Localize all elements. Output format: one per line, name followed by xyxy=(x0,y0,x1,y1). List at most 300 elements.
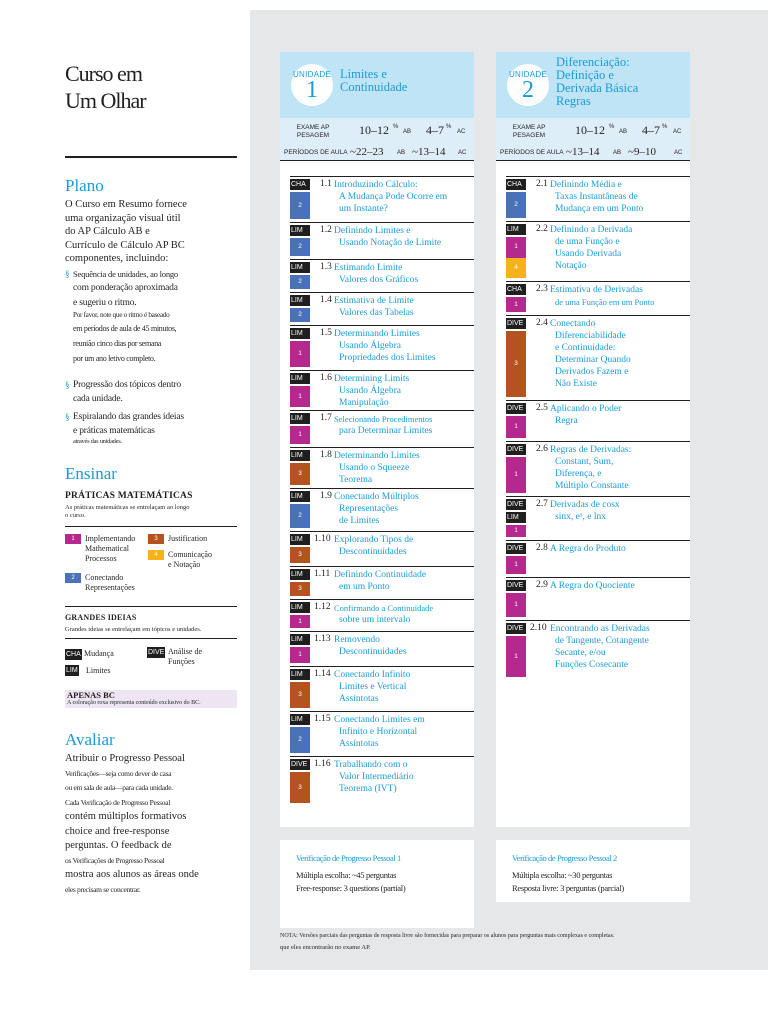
big-idea-tag: LIM xyxy=(506,224,526,235)
topic-row[interactable] xyxy=(496,400,690,441)
big-ideas-heading: GRANDES IDEIAS xyxy=(65,613,137,622)
topic-row[interactable] xyxy=(496,577,690,620)
practice-tag: 1 xyxy=(290,615,310,628)
topic-number: 2.5 xyxy=(536,403,548,413)
topic-title-line: Estimativa de Limite xyxy=(334,296,414,306)
legend-line: Justification xyxy=(168,534,208,543)
assess-line: Atribuir o Progresso Pessoal xyxy=(65,753,185,764)
practice-tag: 1 xyxy=(506,525,526,537)
topic-title-line: Não Existe xyxy=(555,379,597,389)
topic-number: 2.8 xyxy=(536,543,548,553)
topic-title-line: Encontrando as Derivadas xyxy=(550,624,650,634)
ab-label: AB xyxy=(619,129,628,135)
unit-title-line: Continuidade xyxy=(340,80,408,94)
practice-tag: 1 xyxy=(506,457,526,493)
legend-line: Comunicação xyxy=(168,550,212,559)
assess-line: os Verificações de Progresso Pessoal xyxy=(65,855,165,865)
topic-title-line: Estimativa de Derivadas xyxy=(550,285,643,295)
unit-badge xyxy=(507,64,549,106)
topic-number: 1.13 xyxy=(314,634,331,644)
topic-number: 1.10 xyxy=(314,534,331,544)
course-title xyxy=(65,60,146,114)
periods-ab-value: ~22–23 xyxy=(350,146,384,158)
divider xyxy=(65,638,237,639)
unit-title-line: Definição e xyxy=(556,68,614,82)
big-idea-tag: CHA xyxy=(506,284,526,295)
topic-number: 1.9 xyxy=(320,491,332,501)
topic-title-line: Constant, Sum, xyxy=(555,457,614,467)
topic-divider xyxy=(506,540,690,541)
practice-tag: 1 xyxy=(506,416,526,438)
topic-title-line: Usando Derivada xyxy=(555,249,622,259)
bc-only-heading: APENAS BC xyxy=(67,690,115,700)
topic-title-line: A Regra do Quociente xyxy=(550,581,635,591)
unit-label: UNIDADE xyxy=(508,70,548,79)
topic-title-line: para Determinar Limites xyxy=(339,426,433,436)
topic-title-line: Valores dos Gráficos xyxy=(339,275,419,285)
legend-label xyxy=(168,550,238,570)
assess-line: ou em sala de aula—para cada unidade. xyxy=(65,783,173,792)
bc-label: AC xyxy=(458,150,467,156)
topic-title xyxy=(334,602,474,626)
practice-tag: 2 xyxy=(290,308,310,322)
title-divider xyxy=(65,156,237,158)
topic-title-line: A Mudança Pode Ocorre em xyxy=(339,192,448,202)
legend-big-idea-lim xyxy=(65,665,145,677)
topic-title xyxy=(334,373,474,409)
topic-divider xyxy=(290,631,474,632)
topic-title-line: Trabalhando com o xyxy=(334,760,408,770)
topic-title-line: Taxas Instantâneas de xyxy=(555,192,638,202)
topic-title-line: Valor Intermediário xyxy=(339,772,414,782)
topic-number: 1.16 xyxy=(314,759,331,769)
topic-title-line: Teorema (IVT) xyxy=(339,784,397,794)
progress-check-title: Verificação de Progresso Pessoal 1 xyxy=(296,853,401,863)
topic-divider xyxy=(290,447,474,448)
big-ideas-desc: Grandes ideias se entrelaçam em tópicos e unidades. xyxy=(65,626,202,633)
big-idea-tag: DIVE xyxy=(506,499,526,510)
legend-line: Representações xyxy=(85,583,135,592)
legend-mp-4 xyxy=(148,550,238,574)
topic-row[interactable] xyxy=(280,631,474,666)
footnote-continued: que eles encontrarão no exame AP. xyxy=(280,944,371,951)
big-idea-tag: LIM xyxy=(290,569,310,580)
topic-row[interactable] xyxy=(280,756,474,806)
unit-title-line: Regras xyxy=(556,94,591,108)
topic-number: 1.5 xyxy=(320,328,332,338)
topic-title-line: Definindo Continuidade xyxy=(334,570,427,580)
ab-label: AB xyxy=(613,150,622,156)
topic-title-line: Representações xyxy=(339,504,399,514)
topic-title-line: Mudança em um Ponto xyxy=(555,204,644,214)
topic-title xyxy=(334,225,474,249)
topic-title-line: Conectando Infinito xyxy=(334,670,411,680)
legend-line: Implementando xyxy=(85,534,136,543)
topic-title-line: Valores das Tabelas xyxy=(339,308,414,318)
topic-title-line: Aplicando o Poder xyxy=(550,404,622,414)
unit-badge xyxy=(291,64,333,106)
big-idea-tag: LIM xyxy=(506,512,526,523)
topic-row[interactable] xyxy=(280,447,474,488)
unit-header xyxy=(280,52,474,118)
topic-title-line: Confirmando a Continuidade xyxy=(334,603,434,613)
exam-weighting xyxy=(280,118,474,145)
math-practices-desc xyxy=(65,504,230,520)
topic-divider xyxy=(290,370,474,371)
topic-row[interactable] xyxy=(280,292,474,325)
plan-bullet-sequence xyxy=(65,268,238,366)
topic-title-line: Selecionando Procedimentos xyxy=(334,414,433,424)
label-line: EXAME AP xyxy=(296,124,330,131)
label-line: EXAME AP xyxy=(512,124,546,131)
topic-title-line: Explorando Tipos de xyxy=(334,535,414,545)
bullet-line: Espiralando das grandes ideias xyxy=(73,412,184,422)
big-idea-tag: LIM xyxy=(290,295,310,306)
topic-row[interactable] xyxy=(280,488,474,531)
practice-tag: 1 xyxy=(290,426,310,444)
unit-title-line: Derivada Básica xyxy=(556,81,639,95)
mp-swatch: 4 xyxy=(148,550,164,560)
plan-intro-line: componentes, incluindo: xyxy=(65,253,169,264)
bc-label: AC xyxy=(674,150,683,156)
big-idea-tag: DIVE xyxy=(506,403,526,414)
topic-row[interactable] xyxy=(280,711,474,756)
divider xyxy=(65,606,237,607)
topic-row[interactable] xyxy=(280,531,474,566)
topic-divider xyxy=(290,325,474,326)
topic-title-line: um Instante? xyxy=(339,204,388,214)
big-idea-tag: LIM xyxy=(290,669,310,680)
topic-title xyxy=(334,714,474,750)
topic-divider xyxy=(506,441,690,442)
bullet-sub-line: em períodos de aula de 45 minutos, xyxy=(73,323,177,333)
big-idea-chip: DIVE xyxy=(148,649,165,656)
percent-sign: % xyxy=(446,124,452,130)
legend-label xyxy=(168,647,202,667)
topic-title xyxy=(550,318,690,390)
practice-tag: 1 xyxy=(506,237,526,258)
topic-title-line: Usando Álgebra xyxy=(339,386,401,396)
topic-title-line: Derivados Fazem e xyxy=(555,367,629,377)
big-idea-tag: LIM xyxy=(290,328,310,339)
topic-row[interactable] xyxy=(280,325,474,370)
percent-sign: % xyxy=(609,124,615,130)
topic-title xyxy=(334,569,474,593)
topic-row[interactable] xyxy=(280,599,474,631)
bullet-line: Sequência de unidades, ao longo xyxy=(73,269,178,279)
practice-tag: 2 xyxy=(290,727,310,753)
topic-title xyxy=(550,499,690,523)
topic-title-line: Conectando xyxy=(550,319,596,329)
topic-title-line: Diferença, e xyxy=(555,469,602,479)
topic-title-line: Conectando Múltiplos xyxy=(334,492,419,502)
footnote: NOTA: Versões parciais das perguntas de resposta livre são fornecidas para preparar os alunos para perguntas mais complexas e completas. xyxy=(280,933,615,939)
big-idea-chip: LIM xyxy=(66,667,78,674)
divider xyxy=(65,526,237,527)
legend-label xyxy=(85,573,155,593)
bullet-line: cada unidade. xyxy=(73,394,123,404)
practice-tag: 4 xyxy=(506,258,526,279)
plan-bullet-spiraling xyxy=(65,410,238,446)
big-idea-tag: CHA xyxy=(290,179,310,190)
topic-title xyxy=(550,543,690,555)
topic-divider xyxy=(290,711,474,712)
topic-title-line: Regra xyxy=(555,416,578,426)
topic-title-line: Derivadas de cosx xyxy=(550,500,620,510)
desc-line: As práticas matemáticas se entrelaçam ao longo xyxy=(65,504,190,511)
periods-bc-value: ~13–14 xyxy=(412,146,446,158)
topic-row[interactable] xyxy=(280,370,474,410)
unit-title-line: Limites e xyxy=(340,67,387,81)
topic-title-line: Determinando Limites xyxy=(334,451,420,461)
legend-mp-1 xyxy=(65,534,155,568)
big-idea-tag: LIM xyxy=(290,373,310,384)
topic-title-line: Descontinuidades xyxy=(339,647,407,657)
plan-intro-line: Currículo de Cálculo AP BC xyxy=(65,239,185,251)
practice-tag: 3 xyxy=(290,682,310,708)
topic-row[interactable] xyxy=(496,221,690,281)
topic-title xyxy=(334,491,474,527)
big-idea-tag: LIM xyxy=(290,225,310,236)
topic-divider xyxy=(506,221,690,222)
topic-row[interactable] xyxy=(280,566,474,599)
legend-mp-2 xyxy=(65,573,155,597)
topic-title xyxy=(334,634,474,658)
mp-swatch: 1 xyxy=(65,534,81,544)
practice-tag: 2 xyxy=(290,192,310,219)
topic-number: 1.6 xyxy=(320,373,332,383)
topic-title-line: Múltiplo Constante xyxy=(555,481,629,491)
practice-tag: 3 xyxy=(290,772,310,803)
legend-label: Limites xyxy=(86,666,111,675)
bullet-sub-line: por um ano letivo completo. xyxy=(73,353,156,363)
big-idea-tag: LIM xyxy=(290,491,310,502)
assess-heading: Avaliar xyxy=(65,730,115,749)
topic-title-line: Notação xyxy=(555,261,587,271)
practice-tag: 2 xyxy=(290,275,310,289)
topic-title-line: Assíntotas xyxy=(339,694,379,704)
topic-title-line: de Limites xyxy=(339,516,380,526)
unit-title-line: Diferenciação: xyxy=(556,55,630,69)
practice-tag: 1 xyxy=(290,647,310,663)
legend-big-idea-cha xyxy=(65,649,145,661)
legend-line: Conectando xyxy=(85,573,124,582)
exam-bc-value: 4–7 xyxy=(642,123,660,137)
assess-line: Cada Verificação de Progresso Pessoal xyxy=(65,797,170,807)
unit-number: 1 xyxy=(306,77,318,103)
topic-title xyxy=(550,623,690,671)
topic-number: 1.8 xyxy=(320,450,332,460)
topic-title-line: Limites e Vertical xyxy=(339,682,407,692)
topic-title-line: Usando o Squeeze xyxy=(339,463,410,473)
topic-divider xyxy=(290,222,474,223)
exam-weighting-label xyxy=(280,124,346,140)
topic-row[interactable] xyxy=(280,666,474,711)
legend-line: Mathematical xyxy=(85,544,129,553)
topic-divider xyxy=(506,620,690,621)
topic-title xyxy=(334,262,474,286)
topic-title-line: Determinando Limites xyxy=(334,329,420,339)
practice-tag: 2 xyxy=(506,192,526,218)
section-mark-icon: § xyxy=(65,380,70,390)
topic-divider xyxy=(290,176,474,177)
exam-ab-value: 10–12 xyxy=(575,123,605,137)
big-idea-tag: DIVE xyxy=(506,543,526,554)
topic-row[interactable] xyxy=(280,176,474,222)
topic-divider xyxy=(506,577,690,578)
progress-check-line: Resposta livre: 3 perguntas (parcial) xyxy=(512,883,624,893)
topic-row[interactable] xyxy=(280,222,474,259)
topic-row[interactable] xyxy=(496,315,690,400)
topic-title-line: Determining Limits xyxy=(334,374,410,384)
progress-check-card xyxy=(280,840,474,928)
progress-check-line: Múltipla escolha: ~30 perguntas xyxy=(512,870,613,880)
unit-header xyxy=(496,52,690,118)
big-idea-tag: LIM xyxy=(290,714,310,725)
big-idea-tag: LIM xyxy=(290,450,310,461)
unit-title xyxy=(556,56,688,108)
topic-title-line: Determinar Quando xyxy=(555,355,631,365)
assess-line: choice and free-response xyxy=(65,825,170,837)
desc-line: o curso. xyxy=(65,512,86,519)
topic-row[interactable] xyxy=(496,281,690,315)
topic-divider xyxy=(290,531,474,532)
topic-title-line: Regras de Derivadas: xyxy=(550,445,632,455)
topic-title-line: Infinito e Horizontal xyxy=(339,727,418,737)
topic-title-line: Descontinuidades xyxy=(339,547,407,557)
legend-line: Análise de xyxy=(168,647,202,656)
legend-label xyxy=(168,534,238,544)
legend-line: Funções xyxy=(168,657,195,666)
bullet-sub-line: Por favor, note que o ritmo é baseado xyxy=(73,311,170,319)
topic-title-line: sinx, eˣ, e lnx xyxy=(555,512,607,522)
topic-number: 2.1 xyxy=(536,179,548,189)
topic-title-line: Usando Álgebra xyxy=(339,341,401,351)
label-line: PESAGEM xyxy=(512,132,546,139)
topic-title-line: Estimando Limite xyxy=(334,263,403,273)
topic-number: 1.4 xyxy=(320,295,332,305)
topic-title-line: Removendo xyxy=(334,635,380,645)
topic-number: 2.3 xyxy=(536,284,548,294)
topic-title-line: Manipulação xyxy=(339,398,389,408)
bullet-line: e práticas matemáticas xyxy=(73,426,155,436)
practice-tag: 3 xyxy=(506,331,526,397)
teach-heading: Ensinar xyxy=(65,464,117,483)
topic-divider xyxy=(290,292,474,293)
topic-row[interactable] xyxy=(496,620,690,680)
exam-weighting-label xyxy=(496,124,562,140)
legend-mp-3 xyxy=(148,534,238,546)
plan-bullet-progression xyxy=(65,378,238,406)
class-periods xyxy=(280,145,474,161)
topic-number: 2.9 xyxy=(536,580,548,590)
big-idea-tag: DIVE xyxy=(506,623,526,634)
practice-tag: 1 xyxy=(290,386,310,407)
topic-title xyxy=(334,328,474,364)
topic-number: 2.7 xyxy=(536,499,548,509)
topic-divider xyxy=(290,599,474,600)
topic-title xyxy=(334,450,474,486)
practice-tag: 2 xyxy=(290,504,310,528)
unit-number: 2 xyxy=(522,77,534,103)
legend-label xyxy=(85,534,155,564)
topic-title-line: Usando Notação de Limite xyxy=(339,238,442,248)
big-idea-tag: DIVE xyxy=(506,318,526,329)
practice-tag: 1 xyxy=(506,636,526,677)
bullet-sub-line: através das unidades. xyxy=(73,438,122,445)
topic-title xyxy=(550,284,690,308)
assess-line: eles precisam se concentrar. xyxy=(65,884,141,894)
topic-title-line: e Continuidade: xyxy=(555,343,616,353)
class-periods xyxy=(496,145,690,161)
percent-sign: % xyxy=(393,124,399,130)
overview-sidebar xyxy=(10,10,248,970)
topic-title xyxy=(334,179,474,215)
topic-row[interactable] xyxy=(280,259,474,292)
topic-title xyxy=(550,444,690,492)
topic-row[interactable] xyxy=(496,176,690,221)
topic-title-line: sobre um intervalo xyxy=(339,615,411,625)
legend-label: Mudança xyxy=(84,649,114,658)
big-idea-tag: LIM xyxy=(290,602,310,613)
topic-title-line: Diferenciabilidade xyxy=(555,331,626,341)
big-idea-tag: DIVE xyxy=(290,759,310,770)
topic-title-line: Conectando Limites em xyxy=(334,715,425,725)
topic-title-line: A Regra do Produto xyxy=(550,544,626,554)
topic-title-line: de uma Função em um Ponto xyxy=(555,297,655,307)
topic-number: 1.3 xyxy=(320,262,332,272)
practice-tag: 2 xyxy=(290,238,310,256)
course-title-line2: Um Olhar xyxy=(65,88,146,113)
topic-title-line: Definindo Média e xyxy=(550,180,622,190)
exam-weighting xyxy=(496,118,690,145)
bullet-sub-line: reunião cinco dias por semana xyxy=(73,338,162,348)
progress-check-card xyxy=(496,840,690,902)
topic-title-line: Definindo a Derivada xyxy=(550,225,633,235)
big-idea-chip: CHA xyxy=(66,651,81,658)
topic-number: 2.4 xyxy=(536,318,548,328)
topic-number: 1.15 xyxy=(314,714,331,724)
progress-check-line: Múltipla escolha: ~45 perguntas xyxy=(296,870,397,880)
plan-intro-line: uma organização visual útil xyxy=(65,212,181,224)
unit-2-column xyxy=(496,52,690,827)
topic-title-line: de uma Função e xyxy=(555,237,620,247)
big-idea-tag: LIM xyxy=(290,534,310,545)
unit-1-column xyxy=(280,52,474,827)
assess-line: mostra aos alunos as áreas onde xyxy=(65,869,199,880)
percent-sign: % xyxy=(662,124,668,130)
topic-title-line: Assíntotas xyxy=(339,739,379,749)
bullet-line: com ponderação aproximada xyxy=(73,283,178,293)
practice-tag: 3 xyxy=(290,582,310,596)
topic-row[interactable] xyxy=(496,441,690,496)
ab-label: AB xyxy=(397,150,406,156)
topic-row[interactable] xyxy=(496,496,690,540)
assess-line: Verificações—seja como dever de casa xyxy=(65,768,172,778)
practice-tag: 3 xyxy=(290,463,310,485)
progress-check-title: Verificação de Progresso Pessoal 2 xyxy=(512,853,617,863)
topic-row[interactable] xyxy=(280,410,474,447)
plan-intro xyxy=(65,198,237,266)
big-idea-tag: DIVE xyxy=(506,580,526,591)
topic-number: 2.2 xyxy=(536,224,548,234)
topic-title-line: Teorema xyxy=(339,475,373,485)
topic-row[interactable] xyxy=(496,540,690,577)
course-title-line1: Curso em xyxy=(65,61,142,86)
assess-line: perguntas. O feedback de xyxy=(65,840,172,851)
practice-tag: 1 xyxy=(506,297,526,312)
big-idea-tag: LIM xyxy=(290,413,310,424)
